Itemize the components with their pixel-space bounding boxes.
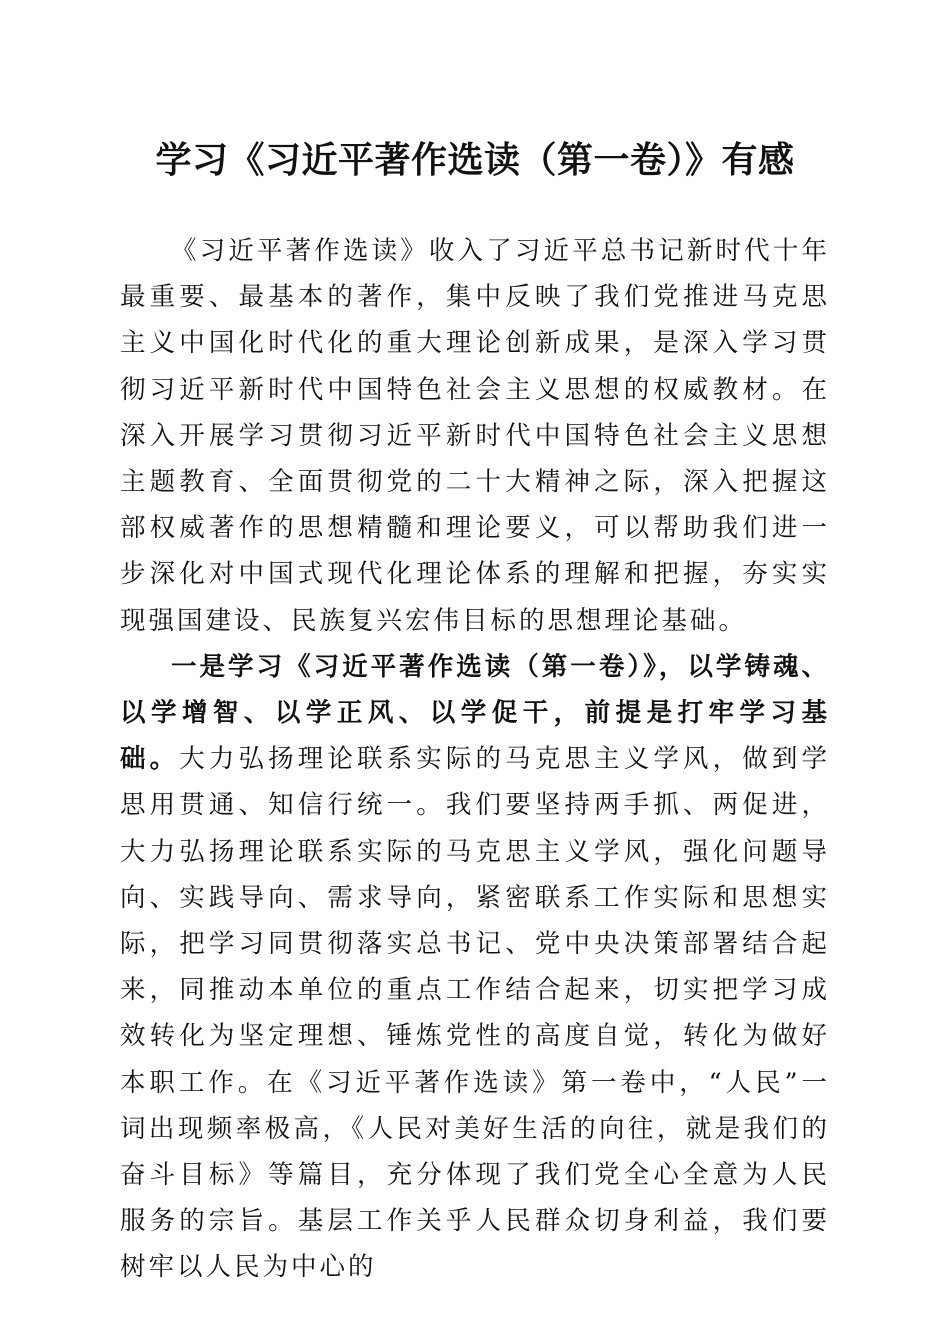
paragraph-intro: [120, 228, 830, 644]
paragraph-point-one-lead: 一是学习《习近平著作选读（第一卷）》，以学铸魂、以学增智、以学正风、以学促干，前提是打牢学习基础。: [120, 651, 830, 775]
paragraph-point-one: [120, 644, 830, 1291]
document-body: [120, 228, 830, 1291]
paragraph-intro-text: 《习近平著作选读》收入了习近平总书记新时代十年最重要、最基本的著作，集中反映了我们党推进马克思主义中国化时代化的重大理论创新成果，是深入学习贯彻习近平新时代中国特色社会主义思想的权威教材。在深入开展学习贯彻习近平新时代中国特色社会主义思想主题教育、全面贯彻党的二十大精神之际，深入把握这部权威著作的思想精髓和理论要义，可以帮助我们进一步深化对中国式现代化理论体系的理解和把握，夯实实现强国建设、民族复兴宏伟目标的思想理论基础。: [120, 236, 830, 636]
paragraph-point-one-text: 大力弘扬理论联系实际的马克思主义学风，做到学思用贯通、知信行统一。我们要坚持两手抓、两促进，大力弘扬理论联系实际的马克思主义学风，强化问题导向、实践导向、需求导向，紧密联系工作实际和思想实际，把学习同贯彻落实总书记、党中央决策部署结合起来，同推动本单位的重点工作结合起来，切实把学习成效转化为坚定理想、锤炼党性的高度自觉，转化为做好本职工作。在《习近平著作选读》第一卷中，“人民”一词出现频率极高，《人民对美好生活的向往，就是我们的奋斗目标》等篇目，充分体现了我们党全心全意为人民服务的宗旨。基层工作关乎人民群众切身利益，我们要树牢以人民为中心的: [120, 744, 830, 1283]
document-title: 学习《习近平著作选读（第一卷）》有感: [155, 139, 795, 181]
